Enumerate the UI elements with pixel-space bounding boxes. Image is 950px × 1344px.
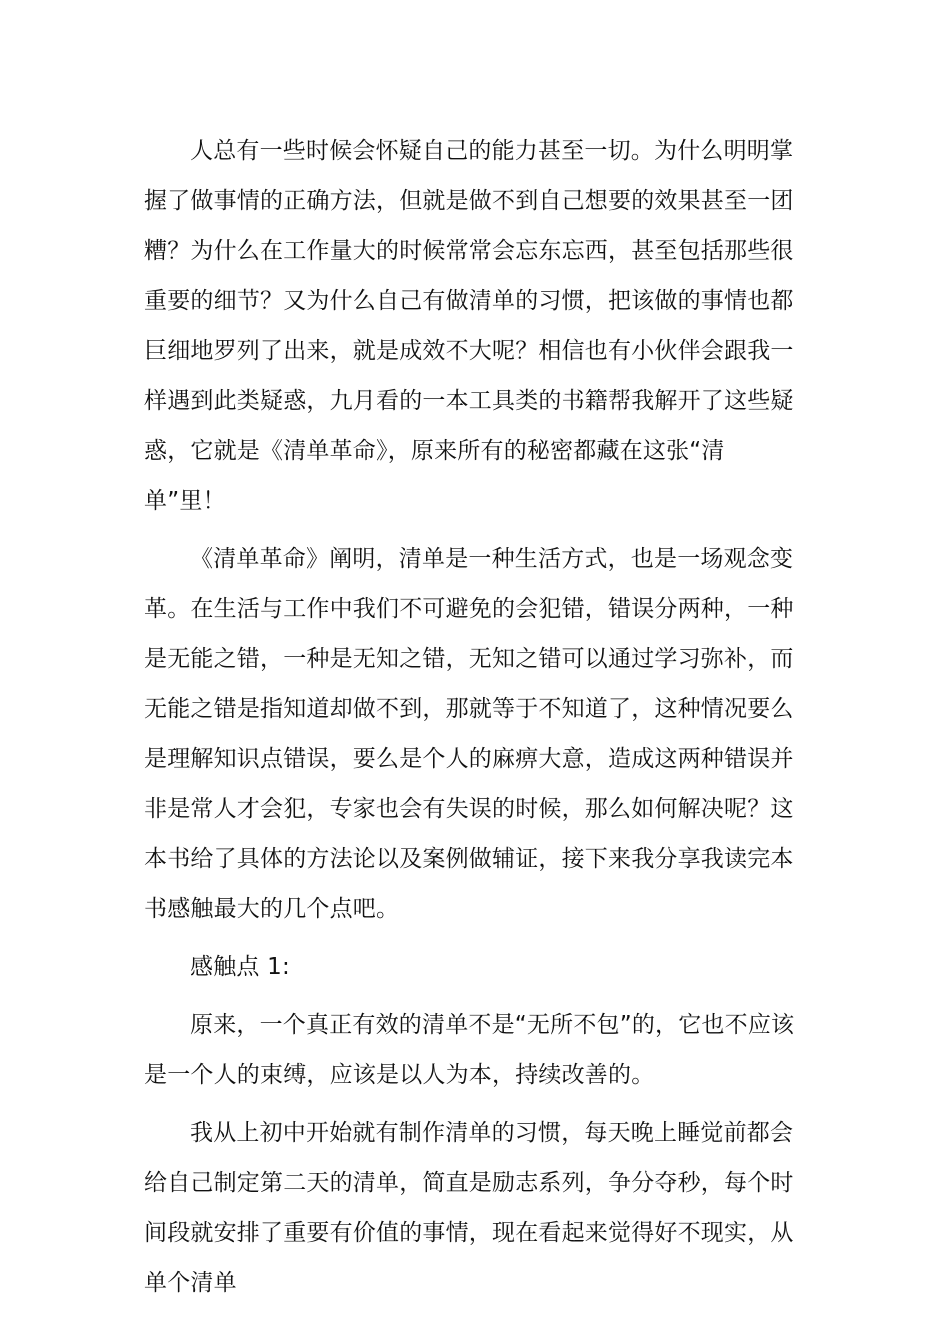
text-line: 犯，专家也会有失误的时候，那么如何解决呢？这本书给了具体的 (144, 796, 794, 872)
text-line: 之错，一种是无知之错，无知之错可以通过学习弥补，而无能之错 (144, 646, 794, 722)
text-line: 安排了重要有价值的事情，现在看起来觉得好不现实，从单个清单 (144, 1220, 794, 1296)
text-line: 方法论以及案例做辅证，接下来我分享我读完本书感触最大的几个 (144, 846, 794, 922)
paragraph-point-1 (144, 1000, 806, 1100)
text-line: 人总有一些时候会怀疑自己的能力甚至一切。为什么明明掌握了 (144, 138, 794, 214)
text-line: 感触点 1: (190, 954, 290, 980)
text-line: 什么在工作量大的时候常常会忘东忘西，甚至包括那些很重要的细 (144, 238, 794, 314)
text-line: 惑，九月看的一本工具类的书籍帮我解开了这些疑惑，它就是《清 (144, 388, 794, 464)
text-line: 己制定第二天的清单，简直是励志系列，争分夺秒，每个时间段就 (144, 1170, 794, 1246)
text-line: 单革命》，原来所有的秘密都藏在这张“清单”里！ (144, 438, 725, 514)
paragraph-personal-story (144, 1108, 806, 1308)
text-line: 了出来，就是成效不大呢？相信也有小伙伴会跟我一样遇到此类疑 (144, 338, 794, 414)
text-line: 我从上初中开始就有制作清单的习惯，每天晚上睡觉前都会给自 (144, 1120, 794, 1196)
paragraph-book-summary (144, 534, 806, 934)
text-line: 做事情的正确方法，但就是做不到自己想要的效果甚至一团糟？为 (144, 188, 794, 264)
text-line: 点错误，要么是个人的麻痹大意，造成这两种错误并非是常人才会 (144, 746, 794, 822)
text-line: 原来，一个真正有效的清单不是“无所不包”的，它也不应该是 (144, 1012, 795, 1088)
text-line: 是指知道却做不到，那就等于不知道了，这种情况要么是理解知识 (144, 696, 794, 772)
text-line: 节？又为什么自己有做清单的习惯，把该做的事情也都巨细地罗列 (144, 288, 794, 364)
document-body (144, 126, 806, 1316)
paragraph-heading-point-1 (144, 942, 806, 992)
text-line: 《清单革命》阐明，清单是一种生活方式，也是一场观念变革。 (144, 546, 794, 622)
text-line: 一个人的束缚，应该是以人为本，持续改善的。 (167, 1062, 655, 1088)
text-line: 点吧。 (329, 896, 400, 922)
paragraph-intro (144, 126, 806, 526)
text-line: 在生活与工作中我们不可避免的会犯错，错误分两种，一种是无能 (144, 596, 794, 672)
